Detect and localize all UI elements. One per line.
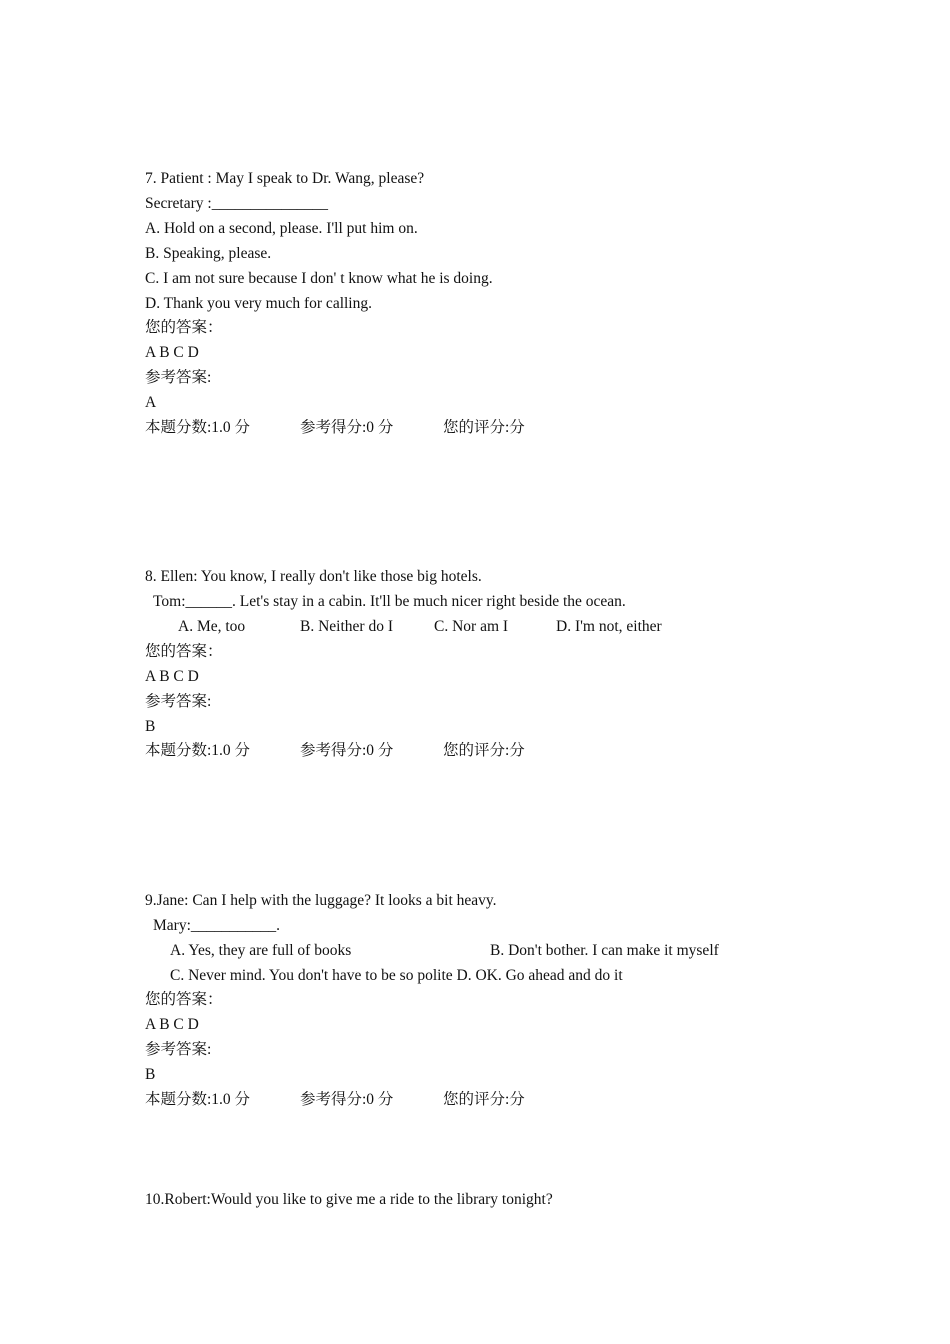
question-8-prompt: 8. Ellen: You know, I really don't like those big hotels.: [145, 568, 482, 585]
question-8-ref-answer-label: 参考答案:: [145, 693, 212, 710]
question-9-option-cd: C. Never mind. You don't have to be so polite D. OK. Go ahead and do it: [170, 967, 623, 984]
question-9-your-score: 您的评分:分: [443, 1091, 525, 1108]
question-9-choices: A B C D: [145, 1016, 199, 1033]
question-8-option-d: D. I'm not, either: [556, 618, 662, 635]
question-10-prompt: 10.Robert:Would you like to give me a ride to the library tonight?: [145, 1191, 553, 1208]
question-7-choices: A B C D: [145, 344, 199, 361]
question-9-points: 本题分数:1.0 分: [145, 1091, 251, 1108]
question-8-points: 本题分数:1.0 分: [145, 742, 251, 759]
question-8-ref-answer: B: [145, 718, 156, 735]
question-8-line2: Tom:______. Let's stay in a cabin. It'll be much nicer right beside the ocean.: [153, 593, 626, 610]
question-7-your-answer-label: 您的答案：: [145, 319, 223, 336]
question-9-score-row: [0, 1090, 950, 1110]
question-8-option-a: A. Me, too: [178, 618, 246, 635]
question-9-ref-score: 参考得分:0 分: [300, 1091, 394, 1108]
question-9-option-b: B. Don't bother. I can make it myself: [490, 942, 719, 959]
question-7-option-d: D. Thank you very much for calling.: [145, 295, 372, 312]
question-8-score-row: [0, 741, 950, 761]
question-7-ref-score: 参考得分:0 分: [300, 419, 394, 436]
question-8-options-row: [0, 617, 950, 637]
question-7-prompt: 7. Patient : May I speak to Dr. Wang, please?: [145, 170, 425, 187]
question-7-option-b: B. Speaking, please.: [145, 245, 272, 262]
question-9-ref-answer: B: [145, 1066, 156, 1083]
question-8-option-b: B. Neither do I: [300, 618, 393, 635]
question-7-line2: Secretary :_______________: [145, 195, 328, 212]
question-7-ref-answer: A: [145, 394, 157, 411]
question-9-your-answer-label: 您的答案：: [145, 991, 223, 1008]
question-8-ref-score: 参考得分:0 分: [300, 742, 394, 759]
question-8-your-score: 您的评分:分: [443, 742, 525, 759]
question-7-points: 本题分数:1.0 分: [145, 419, 251, 436]
question-9-option-a: A. Yes, they are full of books: [170, 942, 352, 959]
question-7-option-a: A. Hold on a second, please. I'll put him on.: [145, 220, 418, 237]
question-9-options-row-1: [0, 941, 950, 961]
question-7-score-row: [0, 418, 950, 438]
question-7-option-c: C. I am not sure because I don' t know what he is doing.: [145, 270, 493, 287]
question-8-choices: A B C D: [145, 668, 199, 685]
question-8-option-c: C. Nor am I: [434, 618, 509, 635]
question-7-your-score: 您的评分:分: [443, 419, 525, 436]
question-9-ref-answer-label: 参考答案:: [145, 1041, 212, 1058]
question-9-prompt: 9.Jane: Can I help with the luggage? It looks a bit heavy.: [145, 892, 497, 909]
question-7-ref-answer-label: 参考答案:: [145, 369, 212, 386]
question-8-your-answer-label: 您的答案：: [145, 643, 223, 660]
question-9-line2: Mary:___________.: [153, 917, 281, 934]
